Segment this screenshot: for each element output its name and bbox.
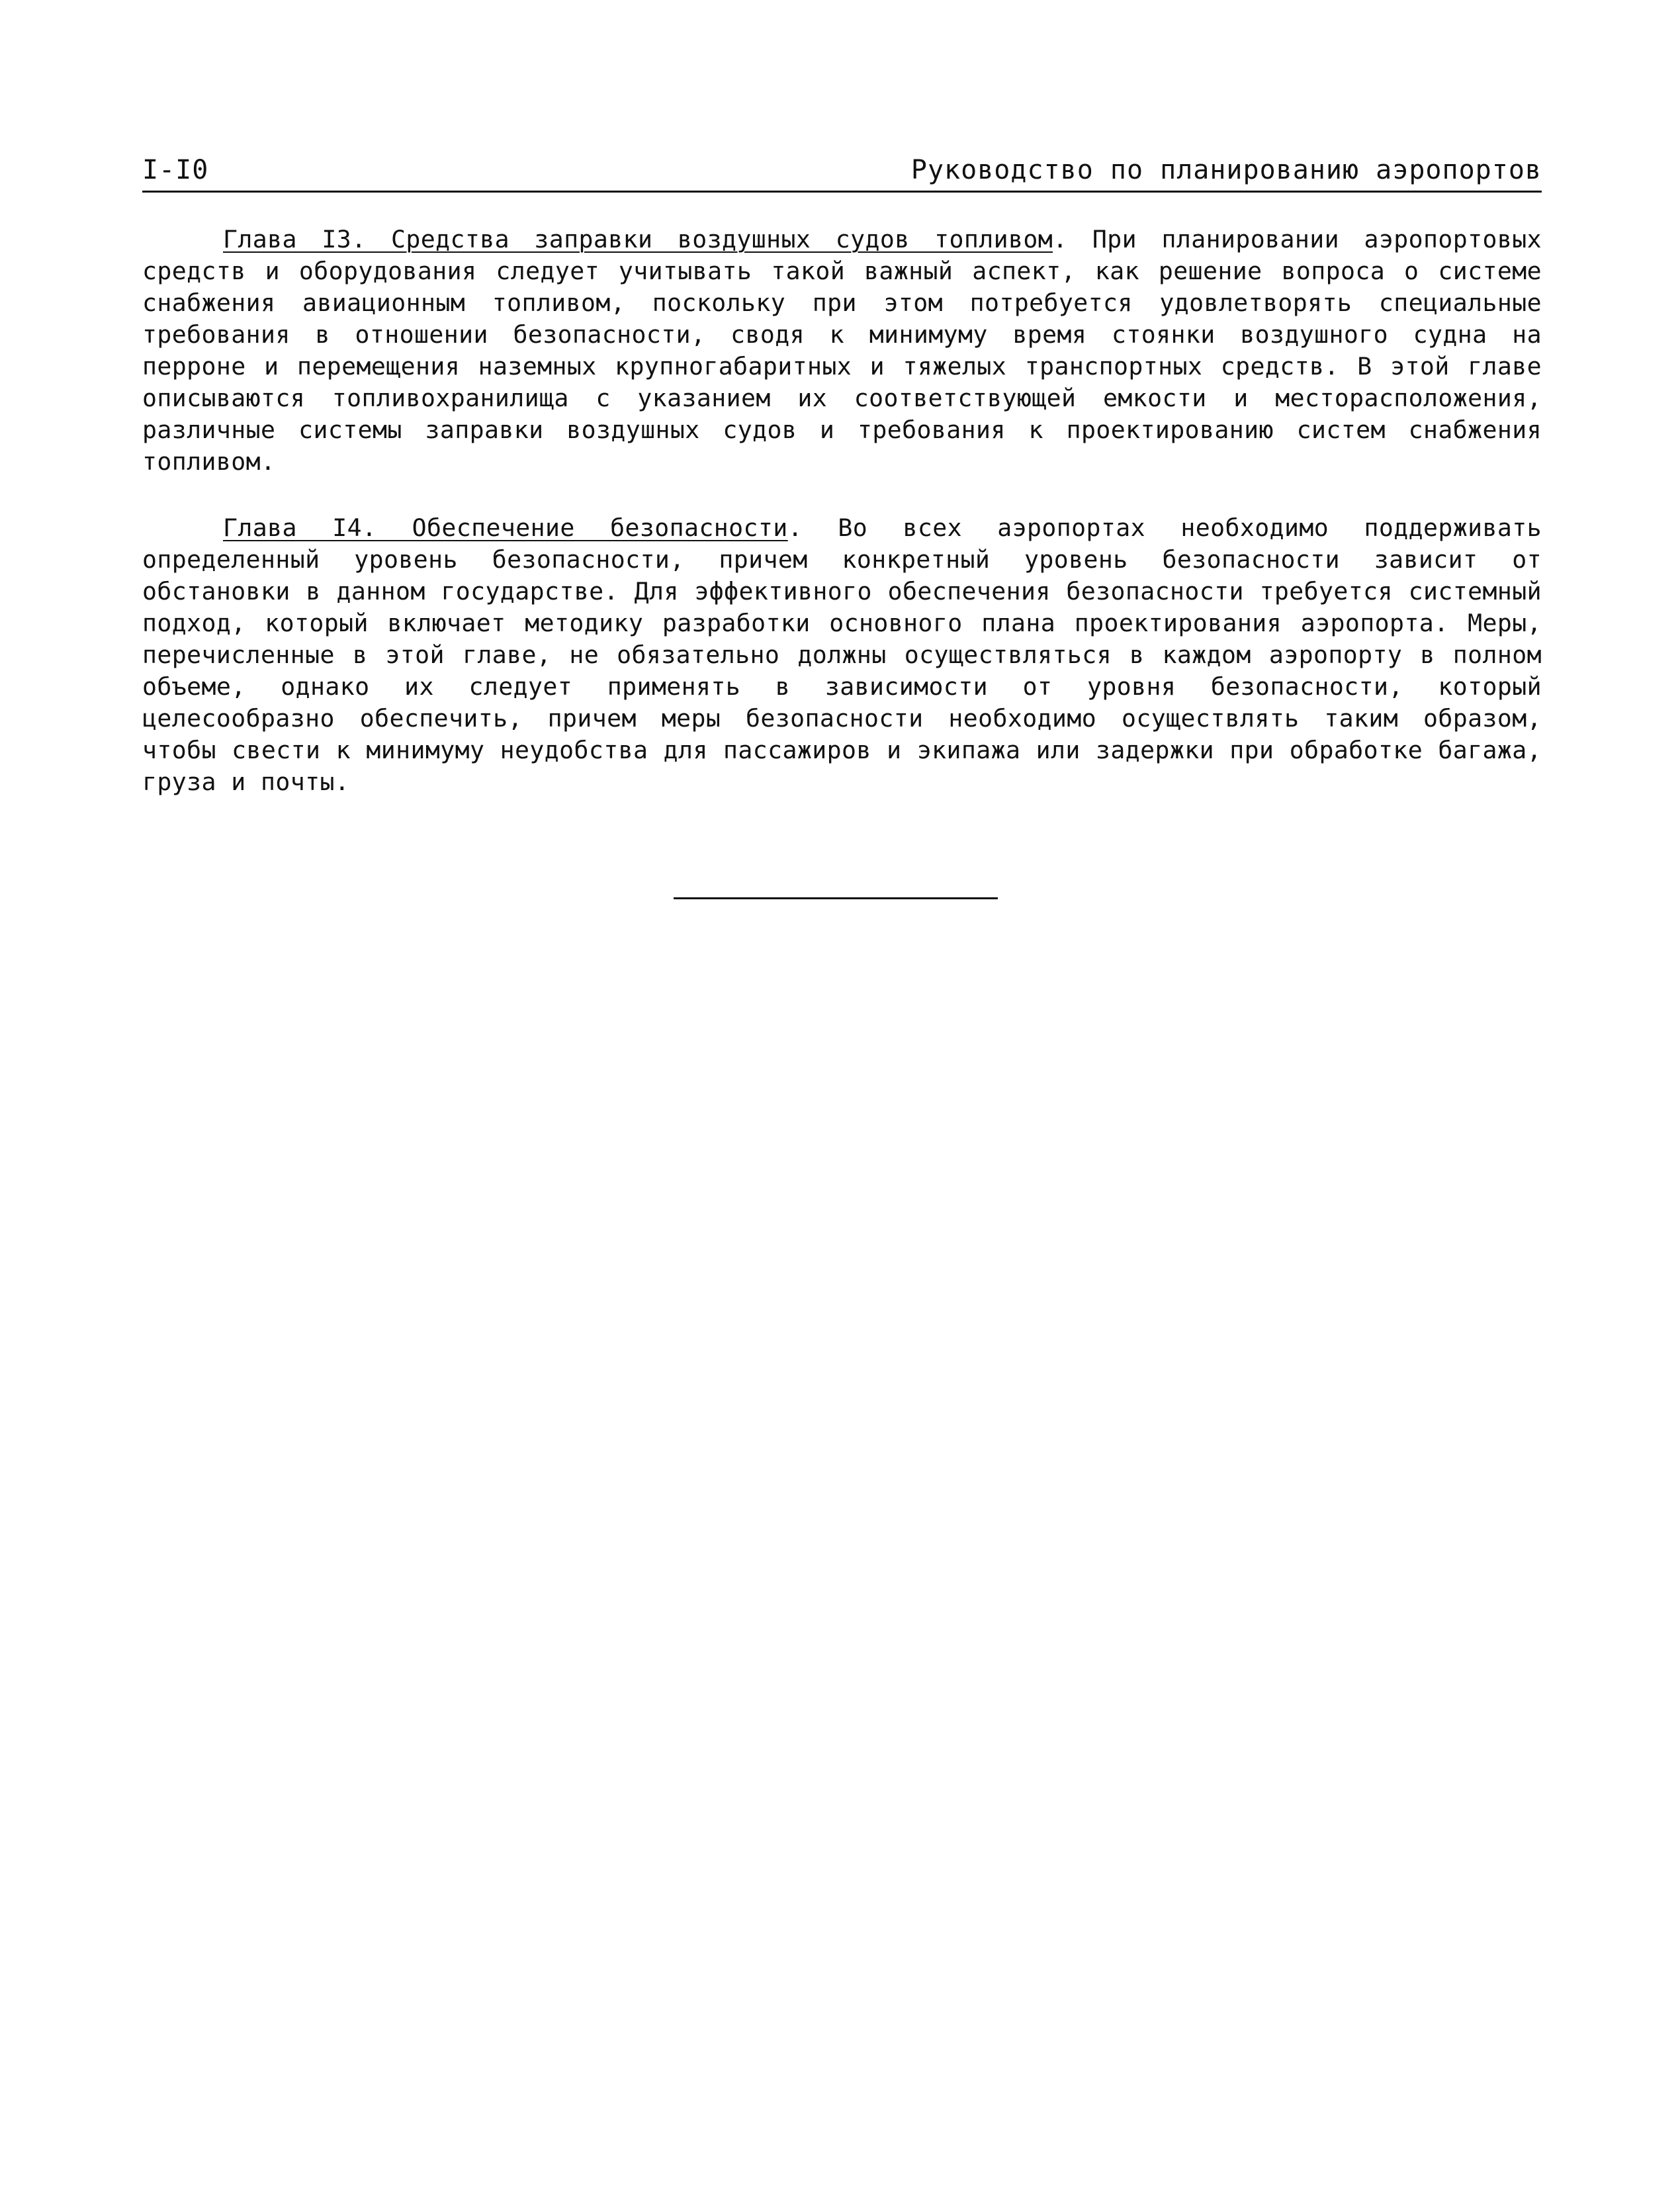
chapter-14-paragraph [142,512,1542,798]
end-of-text-rule [674,897,998,899]
chapter-13-section [142,224,1542,478]
running-title: Руководство по планированию аэропортов [910,155,1542,185]
chapter-14-heading: Глава I4. Обеспечение безопасности [223,514,788,542]
page-header [142,151,1542,193]
chapter-13-paragraph [142,224,1542,478]
chapter-14-section [142,512,1542,798]
chapter-13-body: . При планировании аэропортовых средств и оборудования следует учитывать такой важный аспект, как решение вопроса о системе снабжения авиационным топливом, поскольку при этом потребуется удовлетворять специальные требования в отношении безопасности, сводя к минимуму время стоянки воздушного судна на перроне и перемещения наземных крупногабаритных и тяжелых транспортных средств. В этой главе описываются топливохранилища с указанием их соответствующей емкости и месторасположения, различные системы заправки воздушных судов и требования к проектированию систем снабжения топливом. [142,225,1542,476]
chapter-14-body: . Во всех аэропортах необходимо поддерживать определенный уровень безопасности, причем конкретный уровень безопасности зависит от обстановки в данном государстве. Для эффективного обеспечения безопасности требуется системный подход, который включает методику разработки основного плана проектирования аэропорта. Меры, перечисленные в этой главе, не обязательно должны осуществляться в каждом аэропорту в полном объеме, однако их следует применять в зависимости от уровня безопасности, который целесообразно обеспечить, причем меры безопасности необходимо осуществлять таким образом, чтобы свести к минимуму неудобства для пассажиров и экипажа или задержки при обработке багажа, груза и почты. [142,514,1542,796]
chapter-13-heading: Глава I3. Средства заправки воздушных судов топливом [223,225,1053,253]
page-number: I-I0 [142,155,209,185]
